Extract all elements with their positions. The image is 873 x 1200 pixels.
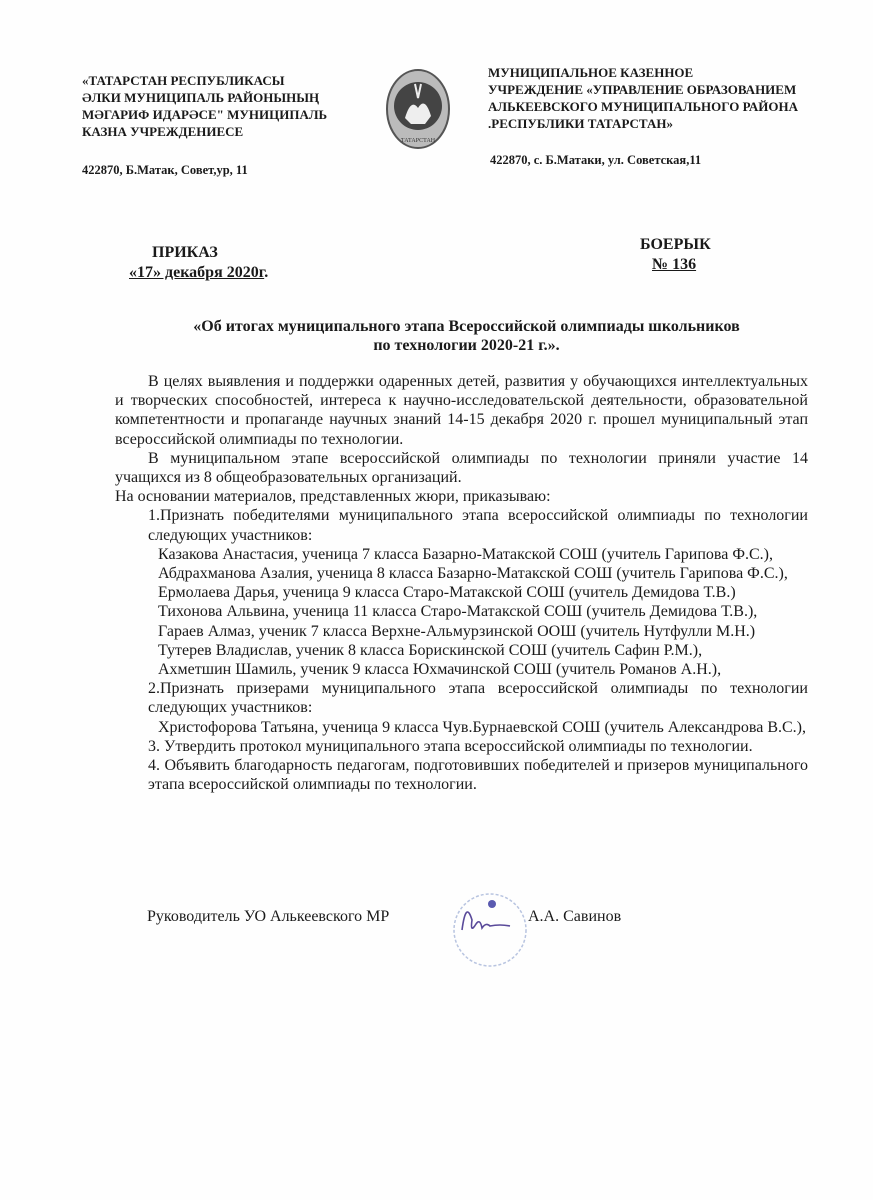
header-right-line: АЛЬКЕЕВСКОГО МУНИЦИПАЛЬНОГО РАЙОНА — [488, 99, 798, 114]
header-left-line: МӘГАРИФ ИДАРӘСЕ" МУНИЦИПАЛЬ — [82, 107, 328, 122]
prizewinner: Христофорова Татьяна, ученица 9 класса Чув.Бурнаевской СОШ (учитель Александрова В.С.), — [158, 718, 806, 736]
paragraph: На основании материалов, представленных жюри, приказываю: — [115, 488, 551, 506]
winner: Ахметшин Шамиль, ученик 9 класса Юхмачинской СОШ (учитель Романов А.Н.), — [158, 661, 722, 679]
order-date-text: «17» декабря 2020г — [129, 264, 265, 281]
winner: Тихонова Альвина, ученица 11 класса Старо-Матакской СОШ (учитель Демидова Т.В.), — [158, 603, 758, 621]
winner: Ермолаева Дарья, ученица 9 класса Старо-Матакской СОШ (учитель Демидова Т.В.) — [158, 584, 736, 602]
header-left-line: «ТАТАРСТАН РЕСПУБЛИКАСЫ — [82, 73, 285, 88]
winner: Казакова Анастасия, ученица 7 класса Базарно-Матакской СОШ (учитель Гарипова Ф.С.), — [158, 545, 773, 563]
signature-name: А.А. Савинов — [528, 908, 622, 925]
paragraph: В муниципальном этапе всероссийской олимпиады по технологии приняли участие 14 учащихся из 8 общеобразовательных организаций. — [115, 449, 808, 487]
order-body — [115, 372, 808, 794]
tatarstan-emblem — [385, 68, 451, 150]
order-number: № 136 — [652, 256, 697, 273]
header-left-address: 422870, Б.Матак, Совет,ур, 11 — [82, 163, 248, 177]
subject-line: «Об итогах муниципального этапа Всероссийской олимпиады школьников — [193, 318, 740, 335]
order-title-ru: ПРИКАЗ — [152, 244, 218, 261]
subject-line: по технологии 2020-21 г.». — [373, 337, 560, 354]
winner: Абдрахманова Азалия, ученица 8 класса Базарно-Матакской СОШ (учитель Гарипова Ф.С.), — [158, 565, 788, 583]
item-2: 2.Признать призерами муниципального этапа всероссийской олимпиады по технологии следующих участников: — [148, 680, 808, 717]
header-right-line: УЧРЕЖДЕНИЕ «УПРАВЛЕНИЕ ОБРАЗОВАНИЕМ — [488, 82, 797, 97]
header-right-line: МУНИЦИПАЛЬНОЕ КАЗЕННОЕ — [488, 65, 694, 80]
order-title-tt: БОЕРЫК — [640, 236, 711, 253]
winner: Тутерев Владислав, ученик 8 класса Борискинской СОШ (учитель Сафин Р.М.), — [158, 641, 703, 659]
header-left-line: ӘЛКИ МУНИЦИПАЛЬ РАЙОНЫНЫҢ — [82, 90, 320, 105]
header-right-address: 422870, с. Б.Матаки, ул. Советская,11 — [490, 153, 702, 167]
header-right-line: .РЕСПУБЛИКИ ТАТАРСТАН» — [488, 116, 673, 131]
order-subject — [0, 317, 873, 355]
header-left — [82, 72, 327, 140]
paragraph: В целях выявления и поддержки одаренных детей, развития у обучающихся интеллектуальных и творческих способностей, интереса к научно-исследовательской деятельности, образовательной компетентности и пропаганде научных знаний 14-15 декабря 2020 г. прошел муниципальный этап всероссийской олимпиады по технологии. — [115, 373, 808, 448]
item-3: 3. Утвердить протокол муниципального этапа всероссийской олимпиады по технологии. — [148, 737, 753, 755]
order-date — [129, 264, 268, 282]
emblem-text: ТАТАРСТАН — [400, 138, 436, 144]
stamp-and-signature — [430, 890, 540, 970]
item-1: 1.Признать победителями муниципального этапа всероссийской олимпиады по технологии следующих участников: — [148, 507, 808, 544]
order-date-dot: . — [264, 264, 269, 281]
header-right — [488, 64, 798, 132]
signature-position: Руководитель УО Алькеевского МР — [147, 908, 390, 925]
winner: Гараев Алмаз, ученик 7 класса Верхне-Альмурзинской ООШ (учитель Нутфулли М.Н.) — [158, 622, 756, 640]
item-4: 4. Объявить благодарность педагогам, подготовивших победителей и призеров муниципального этапа всероссийской олимпиады по технологии. — [148, 757, 808, 794]
header-left-line: КАЗНА УЧРЕЖДЕНИЕСЕ — [82, 124, 244, 139]
